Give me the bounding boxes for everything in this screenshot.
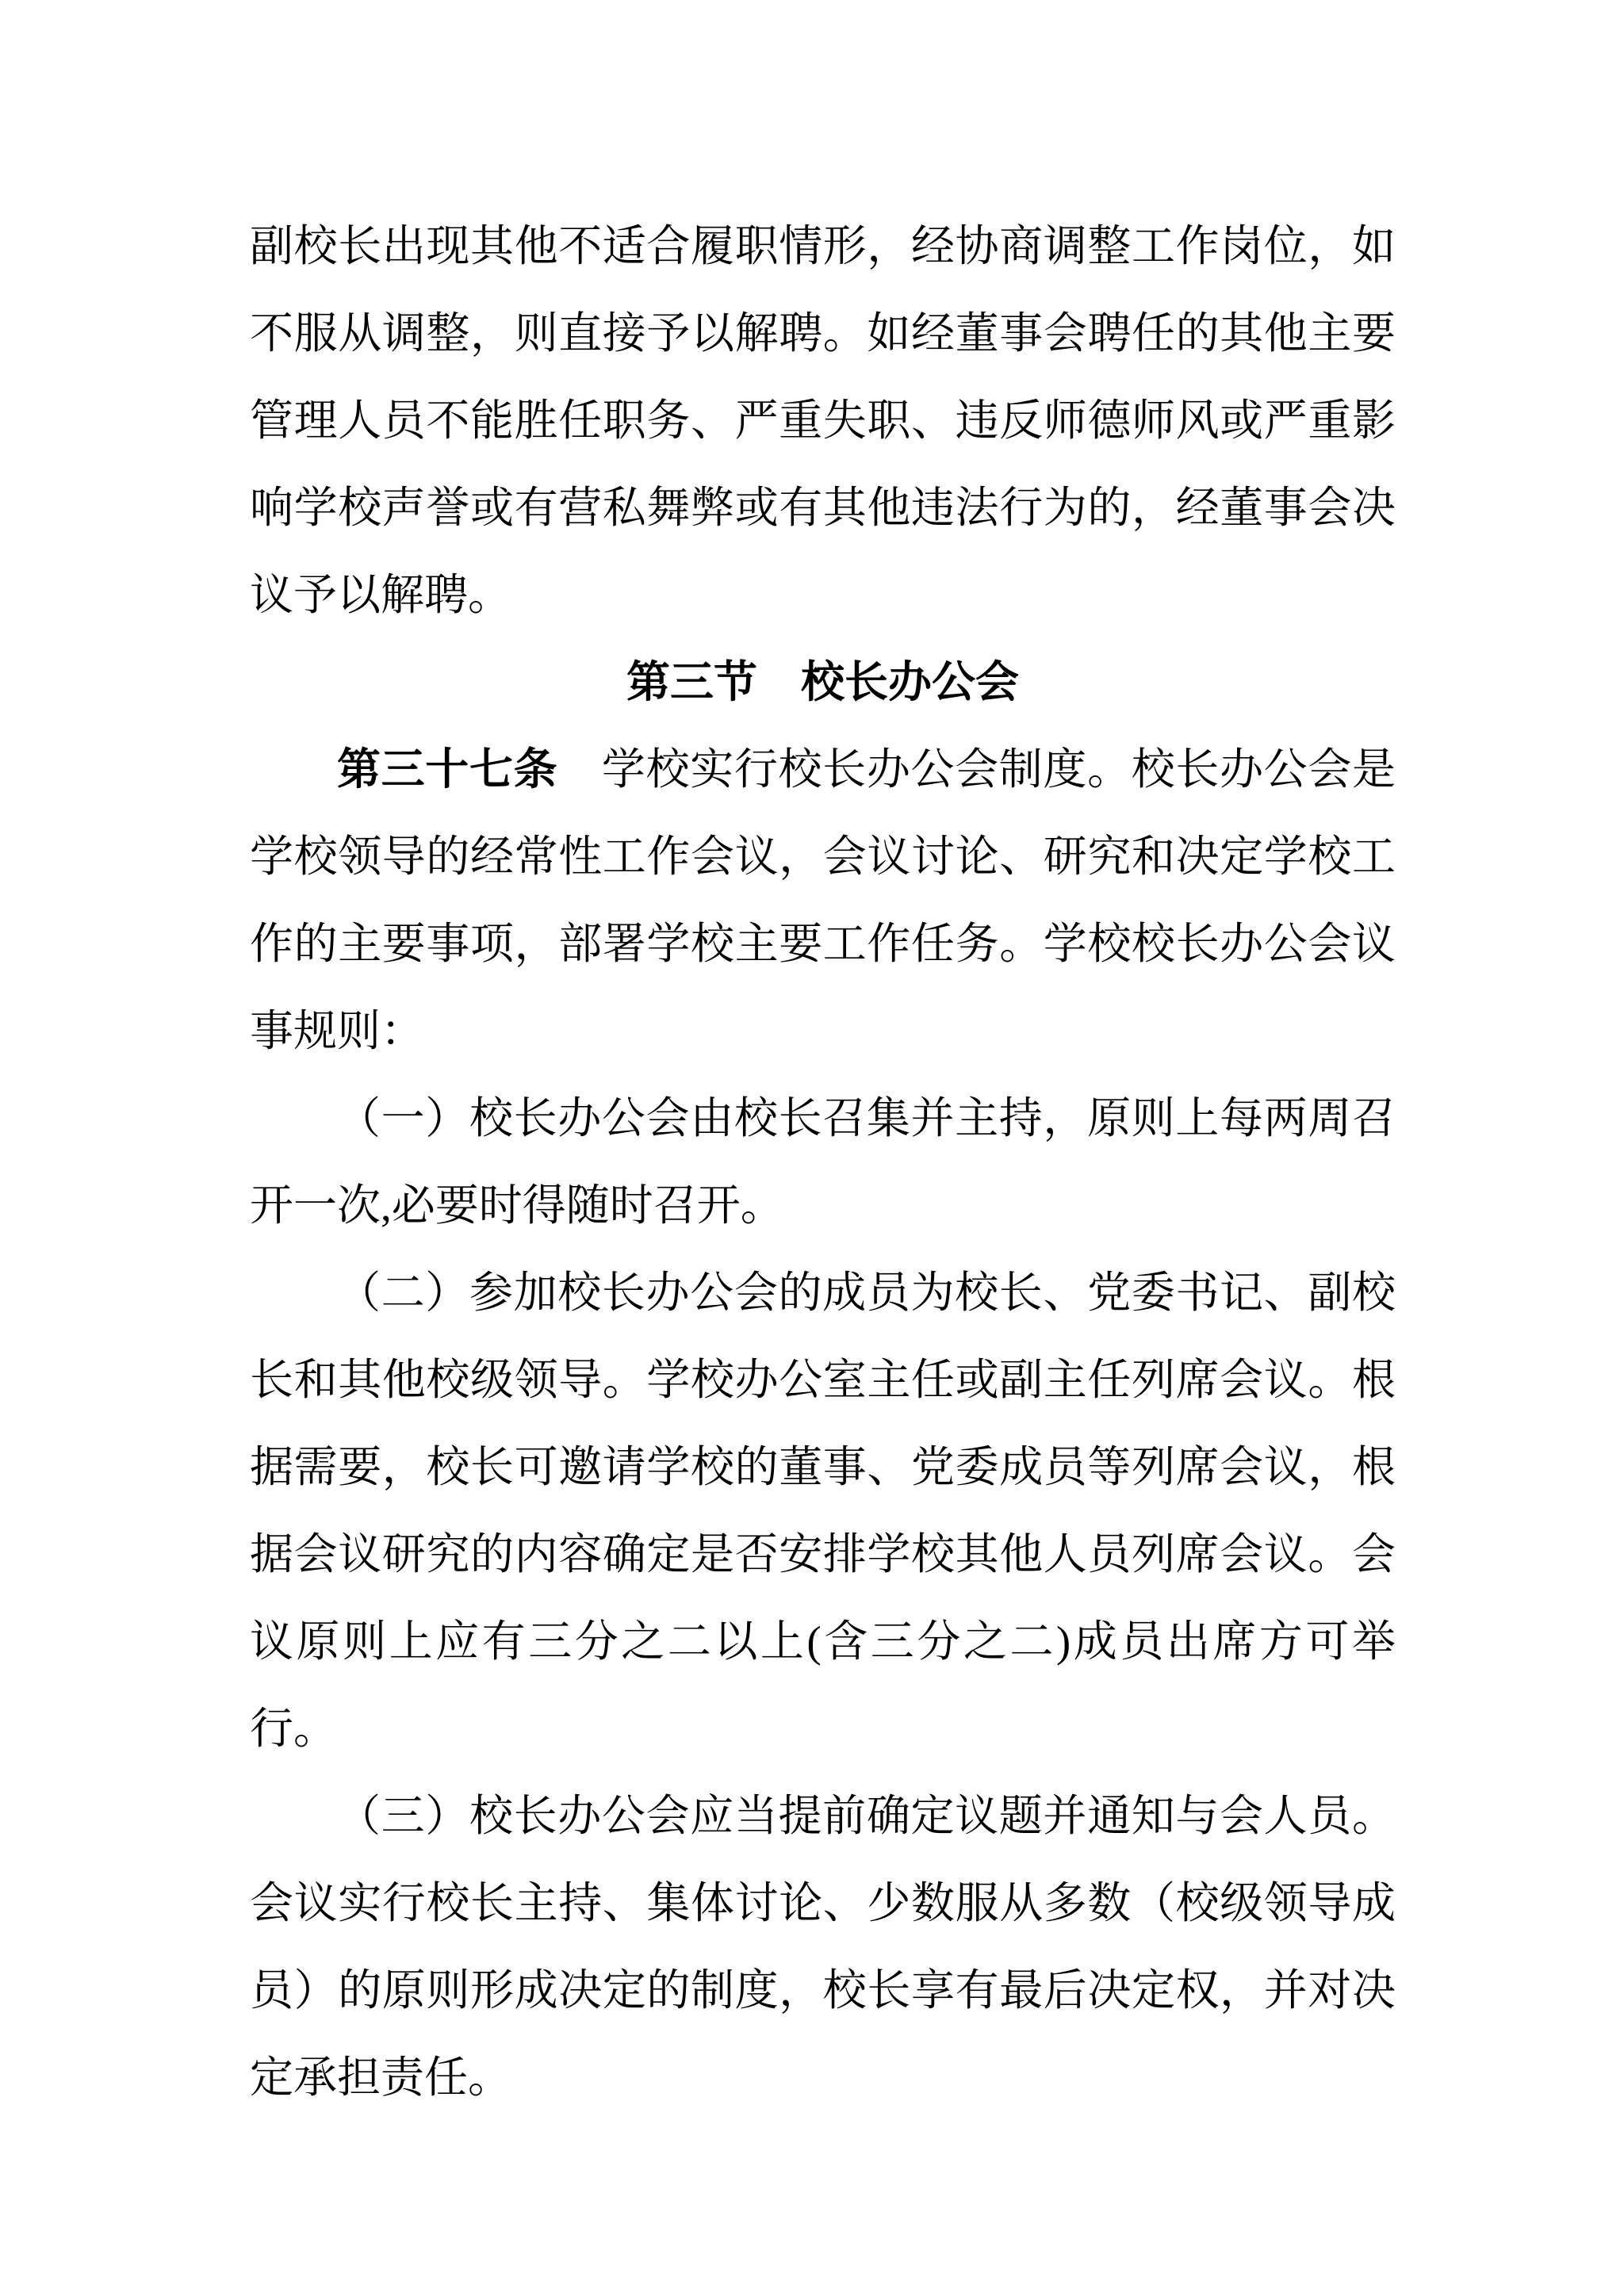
text-line: 定承担责任。 bbox=[250, 2053, 512, 2102]
text-line: 副校长出现其他不适合履职情形，经协商调整工作岗位，如 bbox=[250, 222, 1396, 270]
text-line: 据需要，校长可邀请学校的董事、党委成员等列席会议，根 bbox=[250, 1443, 1396, 1491]
text-line: （三）校长办公会应当提前确定议题并通知与会人员。 bbox=[337, 1792, 1396, 1840]
article-text: 学校实行校长办公会制度。校长办公会是 bbox=[557, 745, 1396, 794]
text-line: 长和其他校级领导。学校办公室主任或副主任列席会议。根 bbox=[250, 1356, 1396, 1404]
section-heading: 第三节 校长办公会 bbox=[626, 658, 1019, 706]
text-line: 作的主要事项，部署学校主要工作任务。学校校长办公会议 bbox=[250, 920, 1396, 968]
text-line: 行。 bbox=[250, 1705, 338, 1753]
text-line: 员）的原则形成决定的制度，校长享有最后决定权，并对决 bbox=[250, 1966, 1396, 2015]
text-line bbox=[250, 726, 1396, 813]
text-line: 响学校声誉或有营私舞弊或有其他违法行为的，经董事会决 bbox=[250, 484, 1396, 532]
text-line: 开一次,必要时得随时召开。 bbox=[250, 1181, 784, 1230]
text-line: （二）参加校长办公会的成员为校长、党委书记、副校 bbox=[337, 1269, 1396, 1317]
text-line: 事规则： bbox=[250, 1007, 425, 1055]
text-line: （一）校长办公会由校长召集并主持，原则上每两周召 bbox=[337, 1094, 1396, 1142]
text-line: 不服从调整，则直接予以解聘。如经董事会聘任的其他主要 bbox=[250, 309, 1396, 358]
article-number: 第三十七条 bbox=[337, 745, 558, 794]
text-line: 管理人员不能胜任职务、严重失职、违反师德师风或严重影 bbox=[250, 396, 1396, 445]
text-column bbox=[250, 203, 1396, 2122]
text-line: 据会议研究的内容确定是否安排学校其他人员列席会议。会 bbox=[250, 1530, 1396, 1578]
text-line: 议予以解聘。 bbox=[250, 571, 512, 619]
text-line: 学校领导的经常性工作会议，会议讨论、研究和决定学校工 bbox=[250, 832, 1396, 881]
text-line: 会议实行校长主持、集体讨论、少数服从多数（校级领导成 bbox=[250, 1879, 1396, 1927]
text-line: 议原则上应有三分之二以上(含三分之二)成员出席方可举 bbox=[250, 1617, 1396, 1666]
